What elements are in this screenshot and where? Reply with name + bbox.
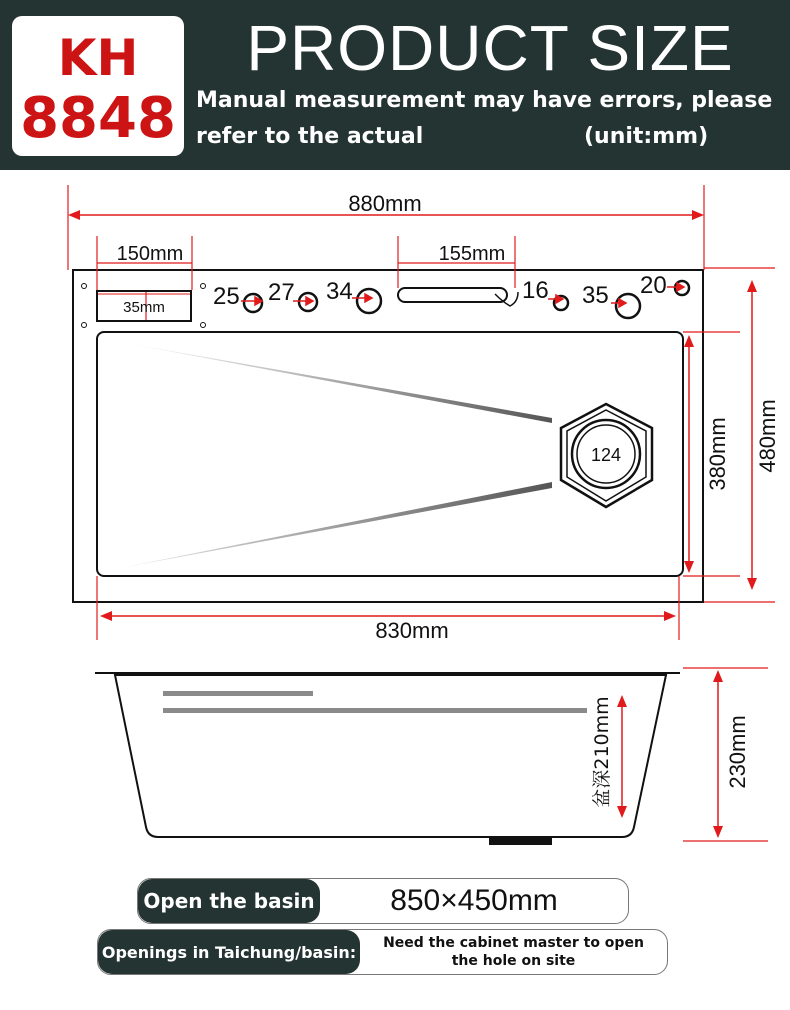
hole-label-20: 20 xyxy=(640,272,667,299)
overall-depth-label: 480mm xyxy=(755,399,780,473)
measurement-note-line1: Manual measurement may have errors, please xyxy=(196,88,773,113)
drain-size-label: 124 xyxy=(590,445,622,465)
shelf-rail-lower xyxy=(163,708,587,713)
hole-label-34: 34 xyxy=(326,278,353,305)
hole-label-27: 27 xyxy=(268,279,295,306)
drain-outlet xyxy=(489,837,552,845)
page-title: PRODUCT SIZE xyxy=(246,12,734,84)
openings-spec xyxy=(97,929,668,975)
logo-line1: KH xyxy=(57,29,139,87)
waterfall-slot xyxy=(398,288,507,302)
hole-label-25: 25 xyxy=(213,283,240,310)
measurement-note-line2: refer to the actual xyxy=(196,124,424,149)
openings-value-line2: the hole on site xyxy=(451,953,576,969)
open-basin-spec xyxy=(137,878,629,924)
hole-label-16: 16 xyxy=(522,277,549,304)
hole-34 xyxy=(357,289,381,313)
open-basin-label: Open the basin xyxy=(138,879,320,923)
hole-label-35: 35 xyxy=(582,282,609,309)
slot-width-label: 155mm xyxy=(438,243,506,265)
total-height-label: 230mm xyxy=(725,715,750,789)
overall-width-label: 880mm xyxy=(348,191,422,216)
basin-depth-label: 380mm xyxy=(705,417,730,491)
panel-width-label: 150mm xyxy=(116,243,184,265)
model-logo xyxy=(12,16,184,156)
openings-value xyxy=(360,930,667,974)
logo-line2: 8848 xyxy=(20,86,176,151)
basin-width-label: 830mm xyxy=(375,618,449,643)
open-basin-value: 850×450mm xyxy=(390,884,558,917)
unit-note: (unit:mm) xyxy=(584,124,709,149)
panel-height-label: 35mm xyxy=(123,299,165,316)
inner-depth-label: 盆深210mm xyxy=(591,696,613,808)
basin-side-profile xyxy=(115,675,666,837)
side-view xyxy=(95,668,768,845)
openings-value-line1: Need the cabinet master to open xyxy=(383,935,644,951)
header-banner xyxy=(0,0,790,170)
openings-label: Openings in Taichung/basin: xyxy=(98,930,360,974)
top-view xyxy=(68,185,780,643)
shelf-rail-upper xyxy=(163,691,313,696)
sink-dimension-drawing xyxy=(0,170,790,870)
